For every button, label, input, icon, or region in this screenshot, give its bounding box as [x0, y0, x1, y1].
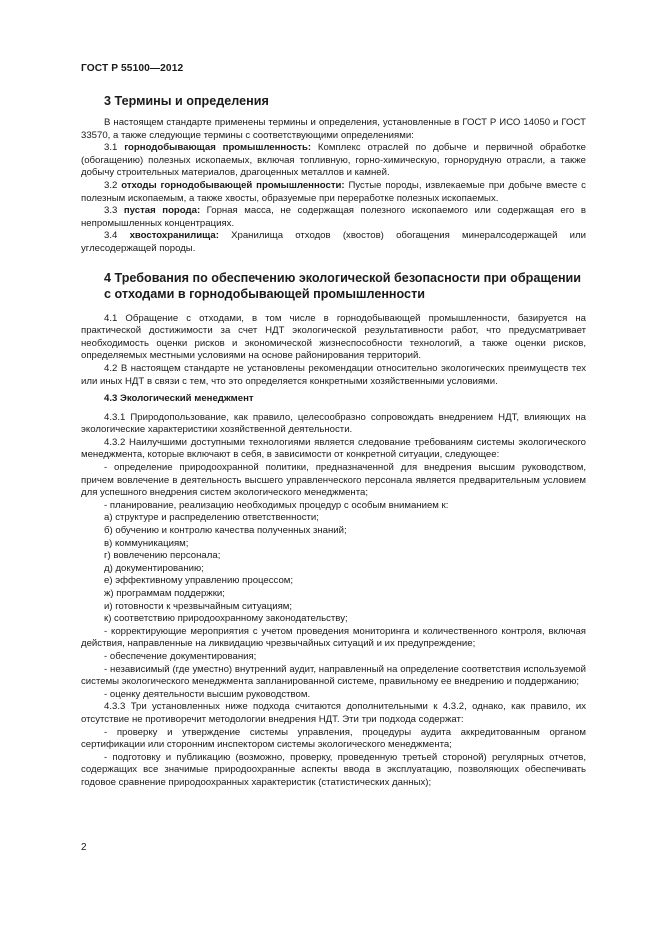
paragraph-4-3-3: 4.3.3 Три установленных ниже подхода считаются дополнительными к 4.3.2, однако, как правило, их отсутствие не противоречит методологии внедрения НДТ. Эти три подхода содержат:: [81, 701, 586, 725]
term-number: 3.3: [104, 205, 124, 217]
list-item: - проверку и утверждение системы управления, процедуры аудита аккредитованным органом сертификации или сторонним инспектором системы экологического менеджмента;: [81, 726, 586, 751]
list-item: - планирование, реализацию необходимых процедур с особым вниманием к:: [104, 499, 449, 511]
paragraph-4-3-1: 4.3.1 Природопользование, как правило, целесообразно сопровождать внедрением НДТ, влияющих на экологические характеристики хозяйственной деятельности.: [81, 411, 586, 436]
term-text: Пустые породы, извлекаемые при добыче вместе с полезным ископаемым, а также хвосты, образуемые при переработке полезных ископаемых.: [81, 179, 586, 204]
term-name: хвостохранилища:: [129, 230, 219, 242]
term-number: 3.2: [104, 179, 122, 191]
page-number: 2: [81, 842, 87, 853]
term-name: пустая порода:: [123, 205, 201, 217]
page-content: [81, 93, 586, 790]
paragraph-4-2: 4.2 В настоящем стандарте не установлены рекомендации относительно экологических преимуществ тех или иных НДТ в связи с тем, что это определяется конкретными хозяйственными условиями.: [81, 362, 586, 387]
list-item: - корректирующие мероприятия с учетом проведения мониторинга и количественного контроля, включая действия, направленные на ликвидацию чрезвычайных ситуаций и их предупреждение;: [81, 625, 586, 650]
list-item: д) документированию;: [104, 562, 204, 574]
list-item: а) структуре и распределению ответственности;: [104, 512, 319, 524]
approaches-list: [81, 727, 586, 790]
term-name: отходы горнодобывающей промышленности:: [121, 179, 345, 191]
section-3-intro: В настоящем стандарте применены термины и определения, установленные в ГОСТ Р ИСО 14050 и ГОСТ 33570, а также следующие термины с соответствующими определениями:: [81, 117, 586, 141]
section-4-title: 4 Требования по обеспечению экологической безопасности при обращении с отходами в горнодобывающей промышленности: [104, 270, 582, 301]
list-item: - подготовку и публикацию (возможно, проверку, проведенную третьей стороной) регулярных отчетов, содержащих все значимые природоохранные аспекты ввода в эксплуатацию, позволяющих обеспечивать годовое сравнение природоохранных характеристик (статистических данных);: [81, 751, 586, 788]
list-item: - независимый (где уместно) внутренний аудит, направленный на определение соответствия используемой системы экологического менеджмента запланированной системе, правильному ее внедрению и поддержанию;: [81, 663, 586, 688]
document-header: ГОСТ Р 55100—2012: [81, 63, 184, 74]
term-definition: [81, 205, 586, 230]
term-text: Комплекс отраслей по добыче и первичной обработке (обогащению) полезных ископаемых, включая топливную, горно-химическую, горнорудную отрасли, а также добычу строительных материалов, драгоценных металлов и камней.: [81, 142, 586, 179]
term-definition: [81, 230, 586, 255]
list-item: в) коммуникациям;: [104, 537, 189, 549]
list-item: и) готовности к чрезвычайным ситуациям;: [104, 600, 293, 612]
terms-list: [81, 142, 586, 255]
list-item: к) соответствию природоохранному законодательству;: [104, 613, 348, 625]
list-item: г) вовлечению персонала;: [104, 550, 221, 562]
term-definition: [81, 142, 586, 180]
term-text: Горная масса, не содержащая полезного ископаемого или содержащая его в непромышленных концентрациях.: [81, 205, 586, 229]
list-item: б) обучению и контролю качества полученных знаний;: [104, 525, 347, 537]
subsection-4-3-title: 4.3 Экологический менеджмент: [104, 393, 254, 405]
list-item: е) эффективному управлению процессом;: [104, 575, 294, 587]
list-item: - обеспечение документирования;: [104, 650, 257, 662]
term-name: горнодобывающая промышленность:: [124, 142, 312, 154]
term-definition: [81, 180, 586, 205]
list-item: - определение природоохранной политики, предназначенной для внедрения высшим руководством, причем вовлечение в деятельность высшего управленческого персонала является предварительным условием для успешного внедрения систем экологического менеджмента;: [81, 462, 586, 499]
list-item: - оценку деятельности высшим руководством.: [104, 688, 311, 700]
section-3-title: 3 Термины и определения: [104, 94, 269, 108]
paragraph-4-1: 4.1 Обращение с отходами, в том числе в горнодобывающей промышленности, базируется на практической достижимости за счет НДТ экологической результативности работ, что предусматривает необходимость оценки рисков и экономической жизнеспособности технологий, а также оценки рисков, определяемых местными условиями на основе районирования территорий.: [81, 312, 586, 362]
term-text: Хранилища отходов (хвостов) обогащения минералсодержащей или углесодержащей породы.: [81, 230, 586, 254]
term-number: 3.4: [104, 230, 130, 242]
list-item: ж) программам поддержки;: [104, 588, 225, 599]
requirements-list: [81, 462, 586, 701]
term-number: 3.1: [104, 142, 125, 154]
paragraph-4-3-2: 4.3.2 Наилучшими доступными технологиями является следование требованиям системы экологического менеджмента, которые включают в себя, в зависимости от конкретной ситуации, следующее:: [81, 436, 586, 461]
